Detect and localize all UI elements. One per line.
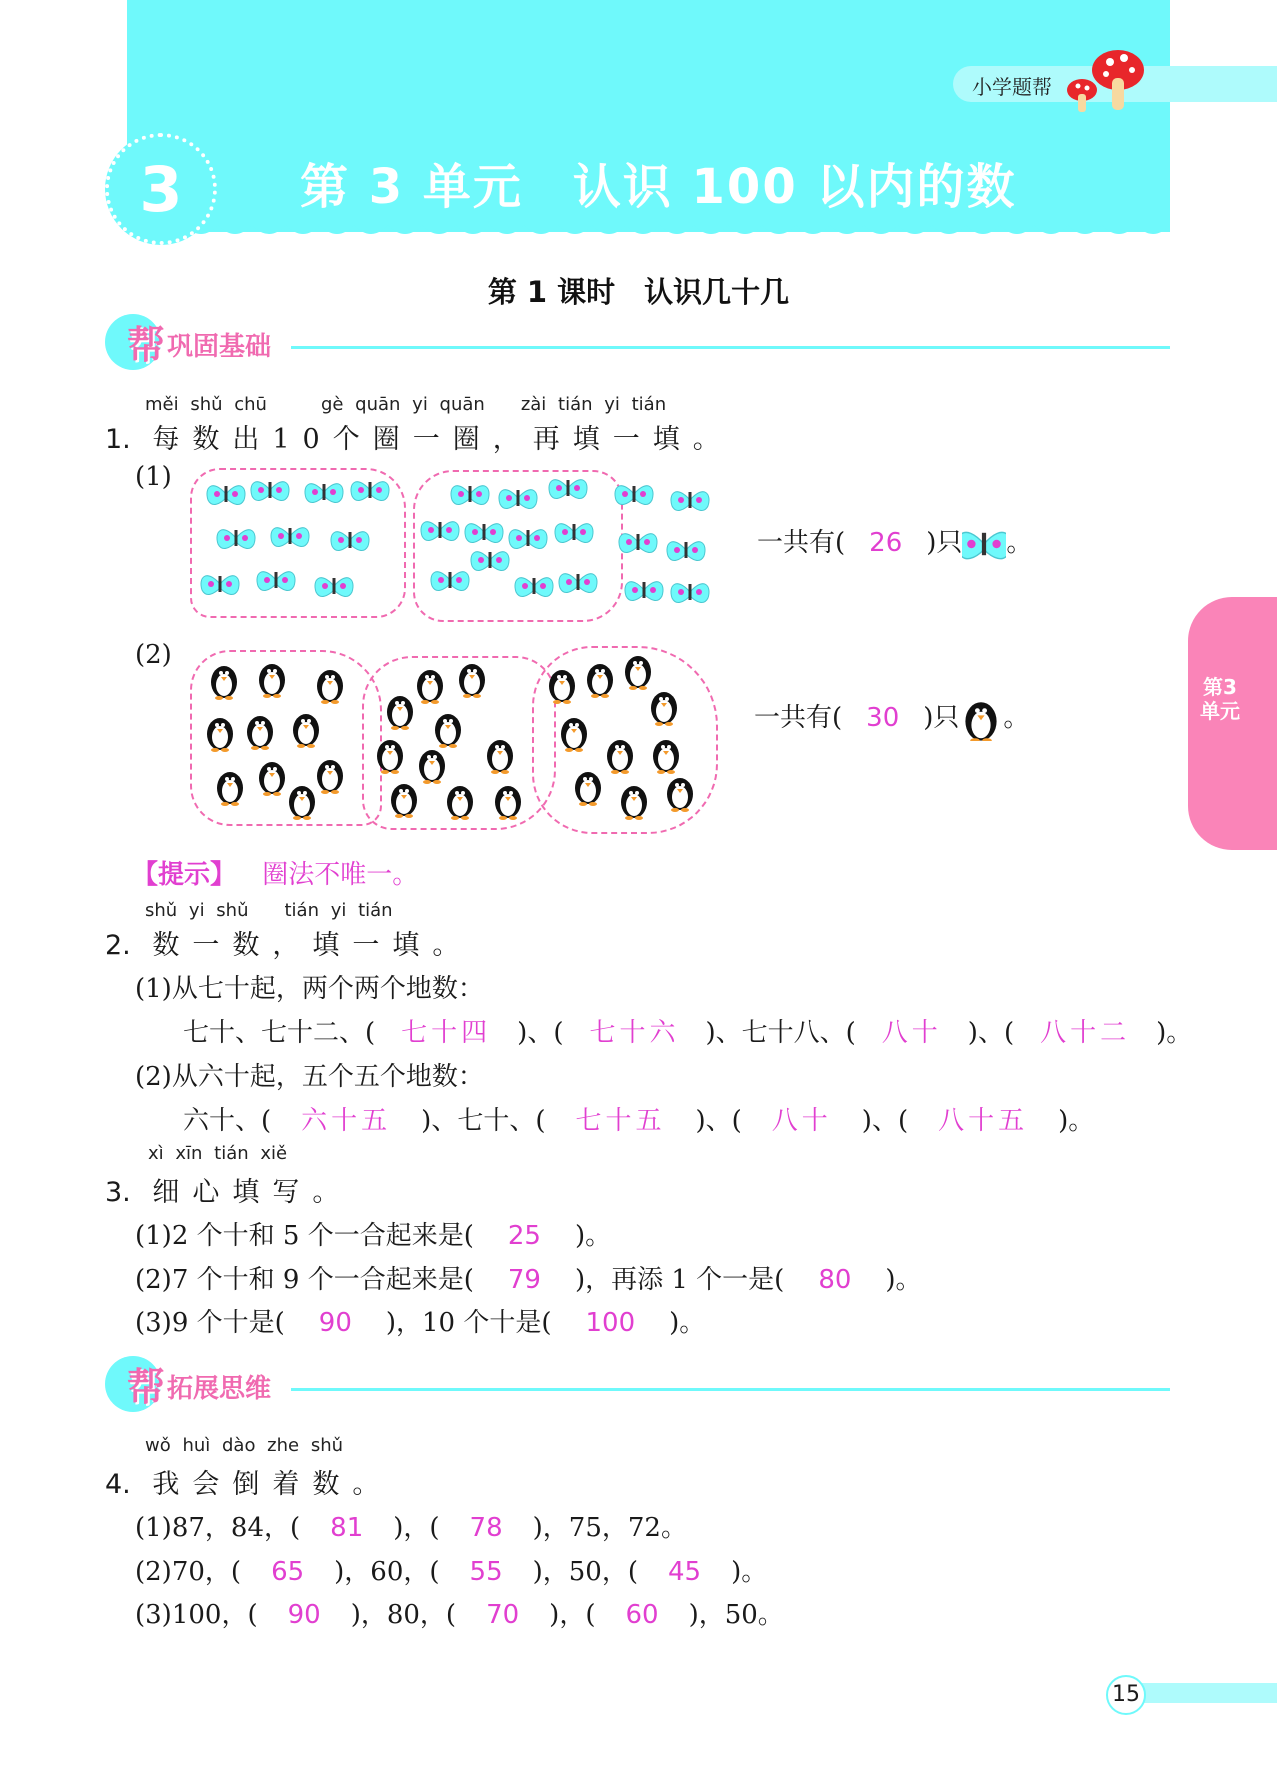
unit-title: 第 3 单元 认识 100 以内的数 [300,159,1017,215]
q3-item [135,1302,705,1339]
q3-item [135,1215,611,1252]
q4-text: )，75，72。 [532,1513,687,1543]
q2-part2-sequence [183,1100,1094,1137]
q4-text: (3)100，( [135,1600,258,1630]
seq-answer: 七十五 [575,1106,666,1136]
q3-text: )。 [574,1221,612,1251]
q4-text: )，50。 [688,1600,784,1630]
q4-answer: 60 [625,1600,659,1630]
page-number: 15 [1106,1675,1146,1715]
side-unit-tab [1188,597,1277,850]
side-unit-tab-label: 第3单元 [1200,675,1240,723]
seq-text: )。 [1058,1106,1095,1136]
q1-part2-label: (2) [135,640,172,670]
seq-text: )、( [861,1106,909,1136]
q4-text: (2)70，( [135,1557,242,1587]
seq-text: )、( [695,1106,742,1136]
q4-text: )，50，( [532,1557,638,1587]
q1-number: 1. [105,424,131,455]
hint-label: 【提示】 [132,860,237,890]
q4-answer: 81 [330,1513,364,1543]
q3-answer: 80 [818,1265,852,1295]
unit-number: 3 [139,152,183,226]
seq-text: 七十、七十二、( [183,1018,376,1048]
q4-pinyin: wǒ huì dào zhe shǔ [145,1435,344,1456]
q3-number: 3. [105,1177,131,1208]
seq-answer: 七十六 [589,1018,680,1048]
q3-text: )，再添 1 个一是( [574,1265,785,1295]
lesson-title: 第 1 课时 认识几十几 [487,275,790,309]
q2-part1-sequence [183,1012,1192,1049]
seq-answer: 六十五 [301,1106,392,1136]
q1-part2-end: 。 [1003,703,1030,733]
q3-answer: 25 [507,1221,541,1251]
q2-part1: (1)从七十起，两个两个地数： [135,974,484,1004]
q1-part2-prefix: 一共有( [754,703,843,733]
q4-item [135,1507,687,1544]
hint-line [132,854,418,891]
q3-text: (3)9 个十是( [135,1308,285,1338]
q4-item [135,1551,767,1588]
unit-number-badge [105,133,217,245]
q4-answer: 45 [668,1557,702,1587]
q2-part2: (2)从六十起，五个五个地数： [135,1062,484,1092]
q1-part1-label: (1) [135,462,172,492]
seq-text: 六十、( [183,1106,272,1136]
section-name: 巩固基础 [167,332,272,362]
q2-number: 2. [105,930,131,961]
seq-text: )。 [1156,1018,1193,1048]
q3-pinyin: xì xīn tián xiě [148,1143,288,1164]
q4-text [105,1462,392,1501]
section-bang: 帮 [127,1365,166,1409]
q3-text: )，10 个十是( [385,1308,552,1338]
q3-text: )。 [885,1265,922,1295]
q1-pinyin: měi shǔ chū gè quān yi quān zài tián yi tián [145,394,667,415]
penguin-illustration [190,650,720,830]
banner-wave [127,215,1170,245]
q3-prompt: 细心填写。 [152,1177,353,1208]
brand-name: 小学题帮 [972,75,1052,99]
q3-text [105,1170,352,1209]
seq-answer: 八十 [881,1018,942,1048]
seq-answer: 八十二 [1040,1018,1131,1048]
seq-answer: 八十 [771,1106,832,1136]
q4-item [135,1594,784,1631]
q1-part2-answer-line [754,697,1029,741]
q4-text: )。 [731,1557,768,1587]
q3-answer: 90 [318,1308,352,1338]
q1-part1-end: 。 [1006,528,1033,558]
q1-part1-answer-line [757,522,1032,564]
q2-prompt: 数一数，填一填。 [152,930,473,961]
section-divider [291,1388,1170,1391]
section-divider [291,346,1170,349]
mushroom-icon [1060,44,1150,114]
q2-text [105,923,472,962]
q3-text: )。 [669,1308,706,1338]
q4-answer: 90 [287,1600,321,1630]
q1-part1-answer: 26 [869,528,903,558]
q1-part1-prefix: 一共有( [757,528,846,558]
hint-text: 圈法不唯一。 [262,860,419,890]
butterfly-icon [962,524,1006,564]
q4-text: )，( [393,1513,440,1543]
seq-text: )、( [967,1018,1015,1048]
q3-text: (2)7 个十和 9 个一合起来是( [135,1265,474,1295]
section-header-basic [105,310,1170,370]
q4-answer: 78 [469,1513,503,1543]
q1-part1-suffix: )只 [926,528,963,558]
q3-answer: 100 [585,1308,636,1338]
section-bang: 帮 [127,323,166,367]
q4-text: )，80，( [350,1600,457,1630]
q4-answer: 55 [469,1557,503,1587]
q4-text: )，60，( [334,1557,440,1587]
q4-prompt: 我会倒着数。 [152,1469,393,1500]
q4-number: 4. [105,1469,131,1500]
q1-part2-answer: 30 [866,703,900,733]
butterfly-illustration [190,470,720,620]
q1-prompt: 每数出10个圈一圈，再填一填。 [152,424,733,455]
seq-text: )、七十八、( [705,1018,856,1048]
q4-text: )，( [549,1600,596,1630]
q4-answer: 65 [271,1557,305,1587]
section-name: 拓展思维 [167,1374,272,1404]
q4-answer: 70 [486,1600,520,1630]
q3-answer: 79 [507,1265,541,1295]
q1-part2-suffix: )只 [923,703,960,733]
seq-text: )、( [517,1018,564,1048]
q1-text [105,417,733,456]
q2-pinyin: shǔ yi shǔ tián yi tián [145,900,393,921]
q4-text: (1)87，84，( [135,1513,301,1543]
q3-text: (1)2 个十和 5 个一合起来是( [135,1221,474,1251]
seq-answer: 七十四 [401,1018,492,1048]
q3-item [135,1259,922,1296]
seq-answer: 八十五 [938,1106,1029,1136]
section-header-extend [105,1352,1170,1412]
seq-text: )、七十、( [421,1106,546,1136]
penguin-icon [959,697,1003,741]
